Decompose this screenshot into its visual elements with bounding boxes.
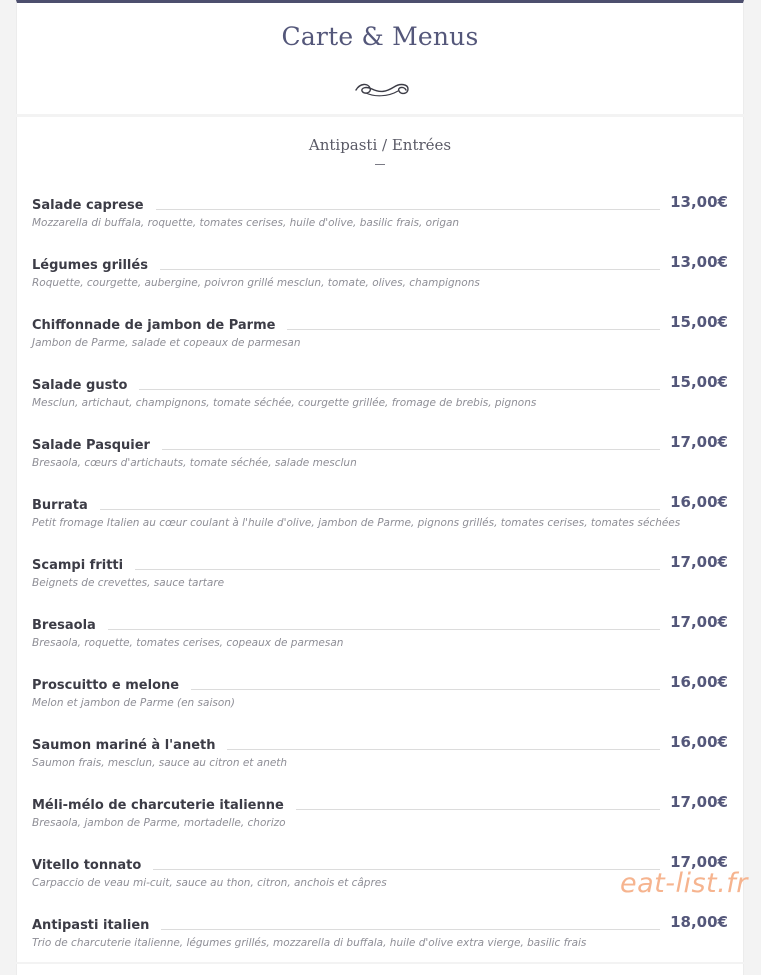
menu-item-price: 18,00€ xyxy=(670,913,728,931)
menu-item xyxy=(32,792,728,840)
watermark: eat-list.fr xyxy=(620,868,748,899)
menu-item xyxy=(32,432,728,480)
menu-item-name: Salade caprese xyxy=(32,198,144,213)
dotted-leader xyxy=(153,868,660,870)
dotted-leader xyxy=(296,808,660,810)
menu-item xyxy=(32,312,728,360)
menu-item xyxy=(32,732,728,780)
menu-item-row xyxy=(32,732,728,754)
menu-item xyxy=(32,252,728,300)
menu-item-name: Antipasti italien xyxy=(32,918,150,933)
dotted-leader xyxy=(160,268,660,270)
menu-item-row xyxy=(32,432,728,454)
menu-item-price: 13,00€ xyxy=(670,253,728,271)
menu-item-description: Jambon de Parme, salade et copeaux de parmesan xyxy=(32,337,301,349)
menu-item-name: Scampi fritti xyxy=(32,558,124,573)
menu-item-description: Saumon frais, mesclun, sauce au citron et aneth xyxy=(32,757,288,769)
menu-item-name: Légumes grillés xyxy=(32,258,148,273)
menu-item-price: 17,00€ xyxy=(670,793,728,811)
menu-item-description: Beignets de crevettes, sauce tartare xyxy=(32,577,225,589)
menu-item-price: 15,00€ xyxy=(670,313,728,331)
menu-item-name: Salade Pasquier xyxy=(32,438,150,453)
menu-section xyxy=(16,117,744,962)
menu-item-name: Burrata xyxy=(32,498,88,513)
dotted-leader xyxy=(108,628,660,630)
menu-item-price: 17,00€ xyxy=(670,613,728,631)
dotted-leader xyxy=(139,388,660,390)
menu-item-description: Carpaccio de veau mi-cuit, sauce au thon, citron, anchois et câpres xyxy=(32,877,387,889)
dotted-leader xyxy=(156,208,661,210)
menu-item-description: Petit fromage Italien au cœur coulant à l'huile d'olive, jambon de Parme, pignons grillés, tomates cerises, tomates séchées xyxy=(32,517,681,529)
menu-item xyxy=(32,552,728,600)
menu-item-price: 16,00€ xyxy=(670,673,728,691)
menu-item-name: Méli-mélo de charcuterie italienne xyxy=(32,798,284,813)
menu-item-price: 15,00€ xyxy=(670,373,728,391)
menu-item-row xyxy=(32,912,728,934)
dotted-leader xyxy=(135,568,660,570)
section-divider xyxy=(375,164,385,165)
dotted-leader xyxy=(162,448,660,450)
menu-item-price: 17,00€ xyxy=(670,433,728,451)
menu-item-row xyxy=(32,252,728,274)
dotted-leader xyxy=(287,328,660,330)
dotted-leader xyxy=(191,688,660,690)
menu-item xyxy=(32,612,728,660)
page-title: Carte & Menus xyxy=(281,22,479,51)
section-title: Antipasti / Entrées xyxy=(308,136,452,154)
menu-item-description: Roquette, courgette, aubergine, poivron grillé mesclun, tomate, olives, champignons xyxy=(32,277,480,289)
menu-item-row xyxy=(32,672,728,694)
next-section-edge xyxy=(16,964,744,975)
menu-item xyxy=(32,672,728,720)
menu-item-description: Bresaola, roquette, tomates cerises, copeaux de parmesan xyxy=(32,637,344,649)
dotted-leader xyxy=(100,508,660,510)
menu-item-name: Vitello tonnato xyxy=(32,858,142,873)
menu-item-description: Bresaola, jambon de Parme, mortadelle, chorizo xyxy=(32,817,286,829)
menu-item-description: Mozzarella di buffala, roquette, tomates cerises, huile d'olive, basilic frais, origan xyxy=(32,217,460,229)
menu-item-row xyxy=(32,192,728,214)
menu-item-row xyxy=(32,372,728,394)
menu-item-name: Bresaola xyxy=(32,618,96,633)
menu-item-price: 17,00€ xyxy=(670,853,728,871)
flourish-divider-icon xyxy=(352,77,412,101)
menu-item-name: Proscuitto e melone xyxy=(32,678,180,693)
menu-item-name: Chiffonnade de jambon de Parme xyxy=(32,318,276,333)
menu-item-description: Mesclun, artichaut, champignons, tomate séchée, courgette grillée, fromage de brebis, pignons xyxy=(32,397,537,409)
menu-item-price: 17,00€ xyxy=(670,553,728,571)
menu-item-name: Salade gusto xyxy=(32,378,128,393)
menu-item-description: Trio de charcuterie italienne, légumes grillés, mozzarella di buffala, huile d'olive extra vierge, basilic frais xyxy=(32,937,587,949)
page-header xyxy=(16,0,744,114)
menu-item-row xyxy=(32,792,728,814)
menu-item xyxy=(32,492,728,540)
dotted-leader xyxy=(161,928,660,930)
menu-item-price: 16,00€ xyxy=(670,493,728,511)
menu-item xyxy=(32,372,728,420)
menu-item-description: Melon et jambon de Parme (en saison) xyxy=(32,697,236,709)
dotted-leader xyxy=(227,748,660,750)
menu-item-row xyxy=(32,552,728,574)
menu-item xyxy=(32,192,728,240)
menu-item-description: Bresaola, cœurs d'artichauts, tomate séchée, salade mesclun xyxy=(32,457,357,469)
menu-item xyxy=(32,912,728,960)
menu-item-price: 16,00€ xyxy=(670,733,728,751)
menu-item-name: Saumon mariné à l'aneth xyxy=(32,738,216,753)
menu-item-row xyxy=(32,492,728,514)
menu-item-row xyxy=(32,612,728,634)
menu-item-price: 13,00€ xyxy=(670,193,728,211)
menu-item-row xyxy=(32,312,728,334)
